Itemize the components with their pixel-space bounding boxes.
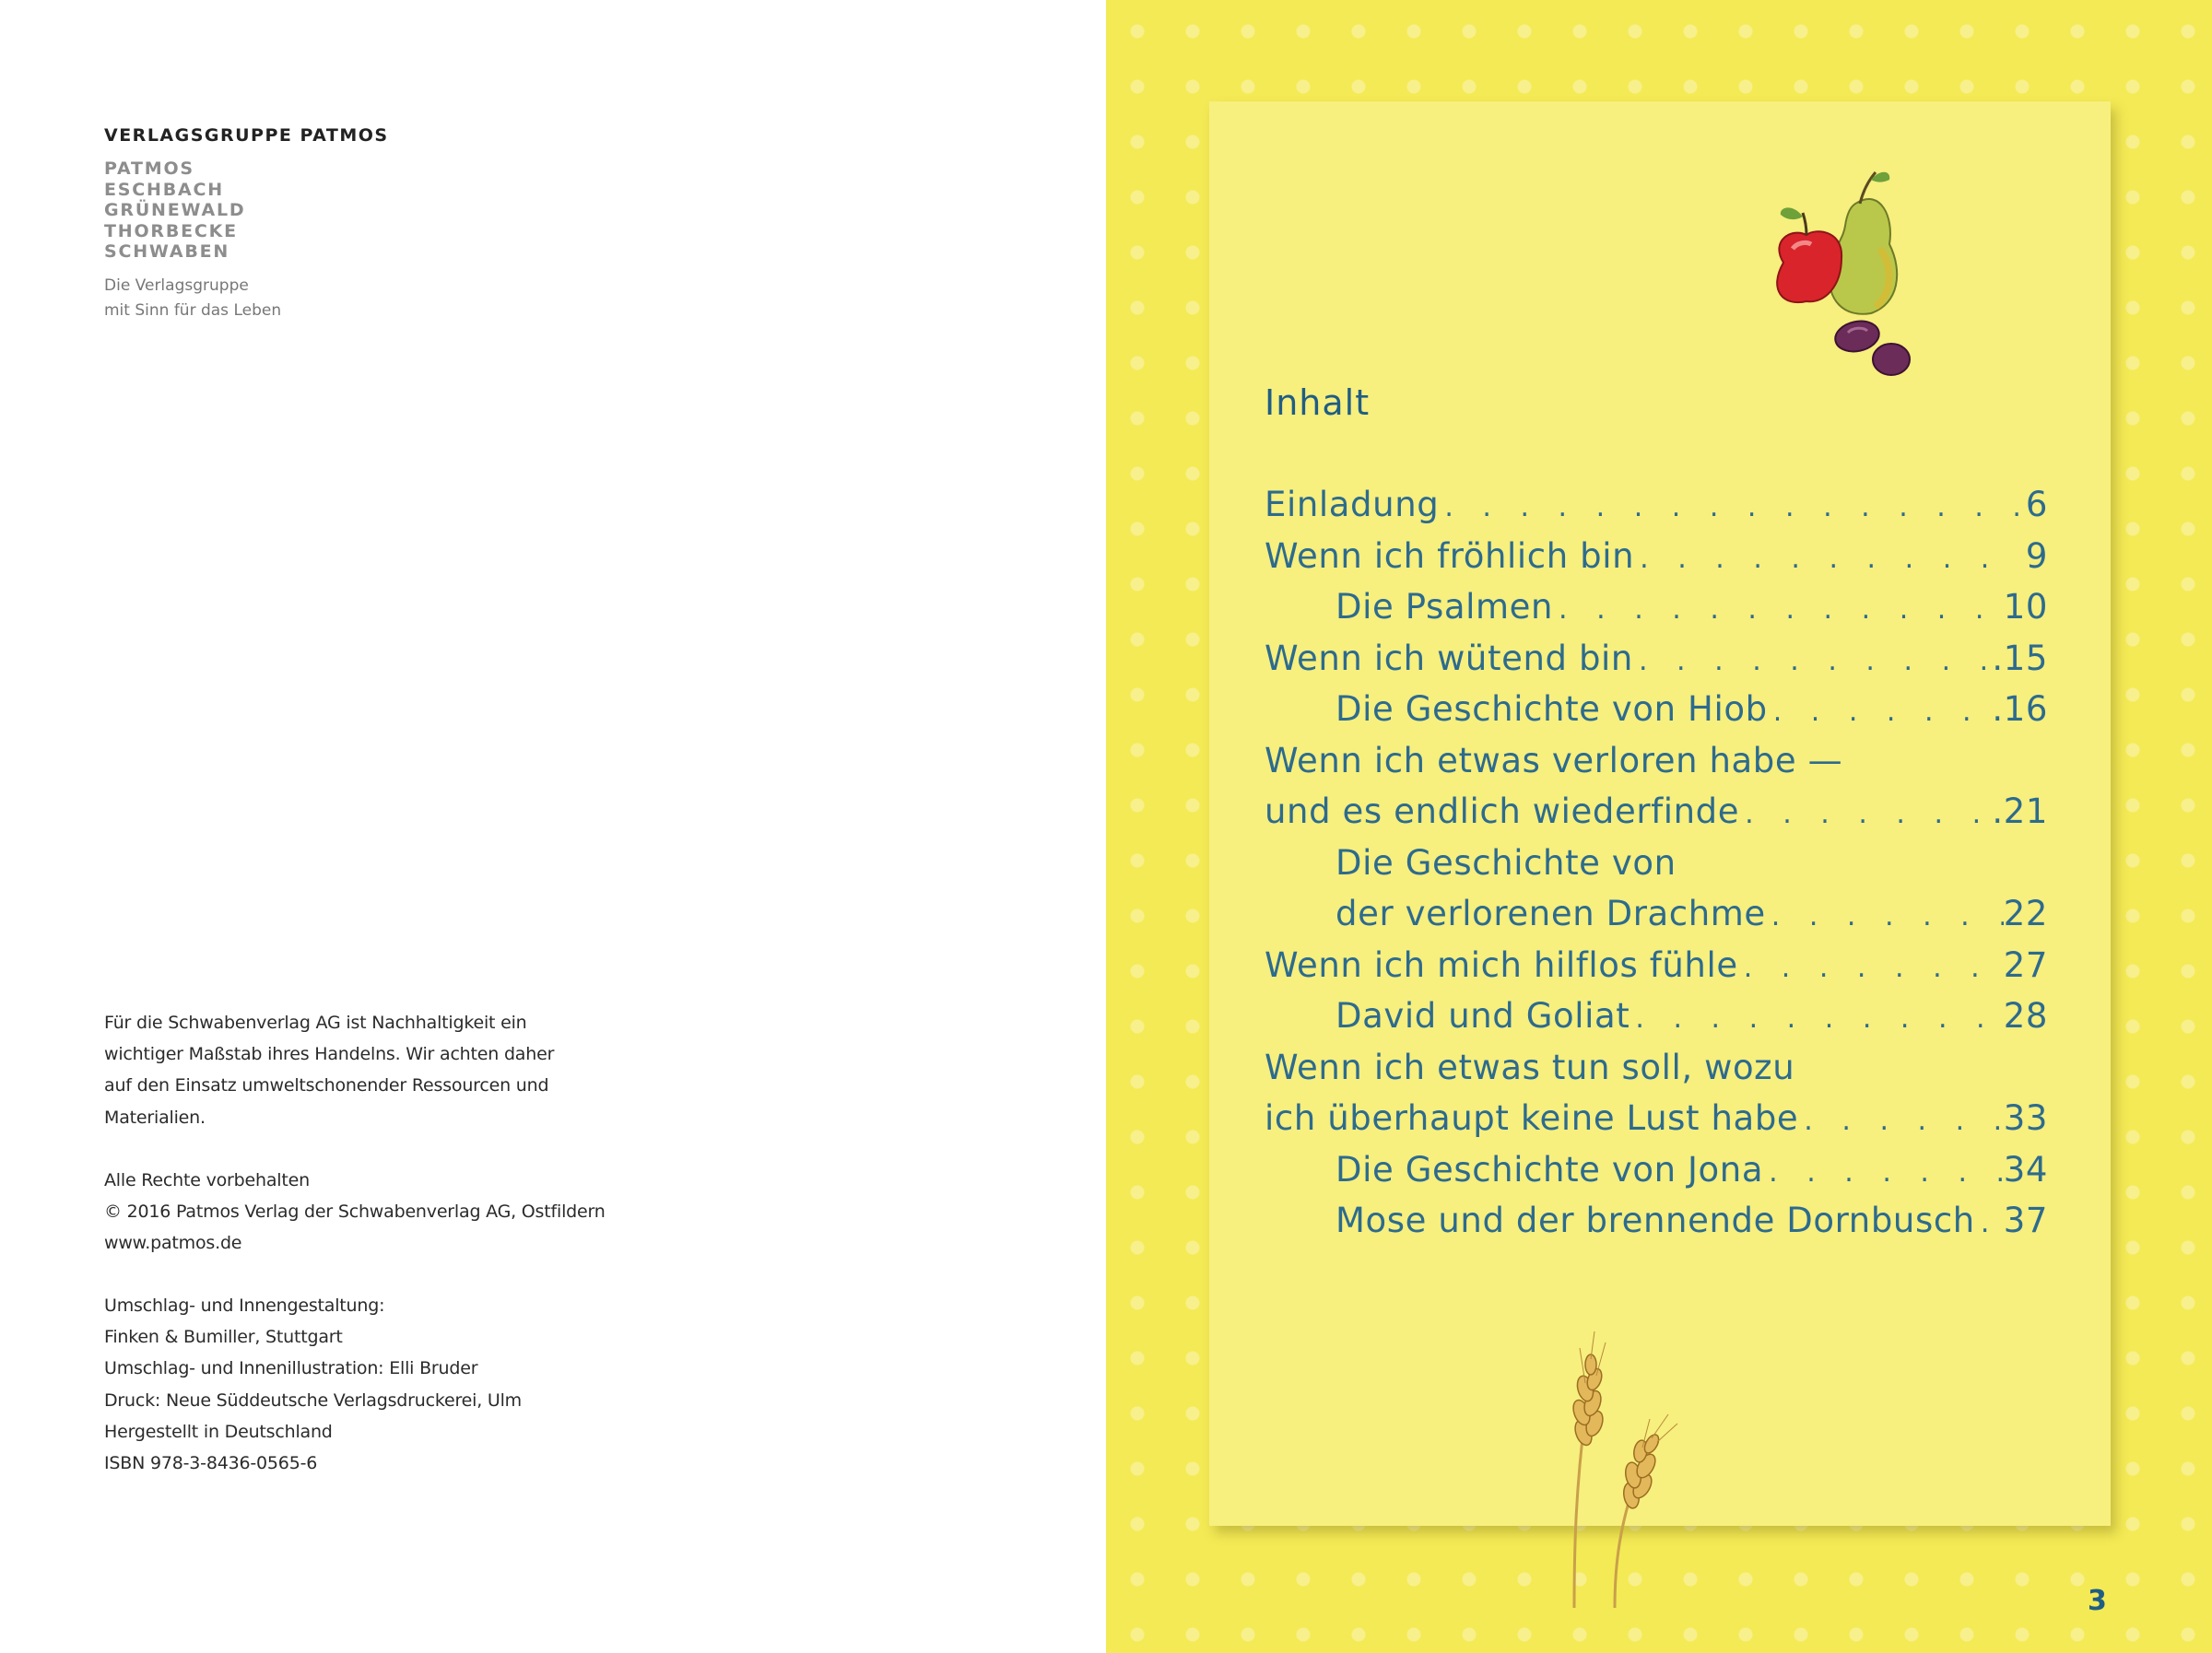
text-line: Hergestellt in Deutschland	[104, 1421, 333, 1442]
imprint-name: PATMOS	[104, 158, 194, 179]
text-line: Umschlag- und Innenillustration: Elli Bruder	[104, 1358, 478, 1379]
rights-notice	[104, 1165, 606, 1260]
toc-entry-page: 28	[2003, 996, 2048, 1036]
page-number: 3	[2088, 1585, 2107, 1617]
toc-entry-page: .21	[1992, 791, 2048, 831]
toc-leader-dots	[1439, 482, 2020, 533]
imprint-name: GRÜNEWALD	[104, 200, 246, 220]
toc-entry-title: der verlorenen Drachme	[1335, 894, 1766, 933]
publisher-group-name: VERLAGSGRUPPE PATMOS	[104, 125, 389, 146]
toc-entry-page: 37	[2003, 1201, 2048, 1240]
copyright-line: © 2016 Patmos Verlag der Schwabenverlag AG, Ostfildern	[104, 1202, 606, 1223]
publisher-slogan	[104, 274, 281, 323]
toc-entry-page: 34	[2003, 1149, 2048, 1190]
sustainability-note	[104, 1007, 554, 1133]
text-line: Alle Rechte vorbehalten	[104, 1170, 310, 1190]
toc-entry-title: Wenn ich fröhlich bin	[1265, 535, 1635, 576]
toc-entry-title: Die Geschichte von Jona	[1335, 1149, 1764, 1190]
toc-leader-dots	[1739, 789, 1992, 840]
isbn: ISBN 978-3-8436-0565-6	[104, 1453, 318, 1474]
toc-entry-title: Wenn ich etwas verloren habe —	[1265, 740, 1843, 780]
toc-list	[1265, 479, 2048, 1247]
text-line: Für die Schwabenverlag AG ist Nachhaltigkeit ein	[104, 1013, 527, 1033]
toc-entry-page: .16	[1992, 689, 2048, 729]
fruit-illustration-icon	[1742, 152, 1954, 392]
text-line: Umschlag- und Innengestaltung:	[104, 1295, 385, 1316]
toc-entry-title: Die Geschichte von	[1335, 842, 1677, 883]
imprint-name: SCHWABEN	[104, 241, 230, 262]
imprint-name: ESCHBACH	[104, 179, 224, 200]
wheat-illustration-icon	[1548, 1331, 1696, 1608]
toc-entry[interactable]	[1265, 684, 2048, 735]
imprint-name: THORBECKE	[104, 220, 238, 241]
toc-leader-dots	[1766, 891, 2004, 943]
text-line: Finken & Bumiller, Stuttgart	[104, 1327, 343, 1348]
toc-entry-page: 22	[2003, 894, 2048, 933]
toc-entry[interactable]	[1265, 1195, 2048, 1247]
toc-entry-title: Wenn ich mich hilflos fühle	[1265, 944, 1738, 985]
toc-entry-title: Wenn ich wütend bin	[1265, 638, 1633, 678]
toc-entry[interactable]	[1265, 1144, 2048, 1196]
toc-entry-page: 10	[2003, 587, 2048, 627]
toc-entry[interactable]	[1265, 991, 2048, 1042]
toc-entry-title: David und Goliat	[1335, 996, 1630, 1036]
toc-entry-title: Mose und der brennende Dornbusch	[1335, 1201, 1975, 1240]
toc-entry-title: Einladung	[1265, 485, 1440, 524]
toc-entry-title: und es endlich wiederfinde	[1265, 791, 1740, 831]
production-credits	[104, 1290, 522, 1479]
toc-entry[interactable]	[1265, 479, 2048, 531]
toc-entry[interactable]	[1265, 1093, 2048, 1144]
toc-entry[interactable]	[1265, 940, 2048, 991]
toc-leader-dots	[1633, 636, 1992, 687]
toc-entry-title: ich überhaupt keine Lust habe	[1265, 1098, 1799, 1138]
toc-entry-page: 9	[2025, 535, 2048, 576]
toc-entry[interactable]	[1265, 838, 2048, 889]
text-line: Materialien.	[104, 1107, 206, 1128]
toc-heading: Inhalt	[1265, 382, 1371, 423]
toc-entry-page: .15	[1992, 638, 2048, 678]
website-link[interactable]: www.patmos.de	[104, 1233, 242, 1254]
toc-leader-dots	[1634, 533, 2020, 585]
toc-entry-title: Die Geschichte von Hiob	[1335, 689, 1768, 729]
text-line: auf den Einsatz umweltschonender Ressourcen und	[104, 1075, 549, 1096]
toc-entry-page: 6	[2025, 485, 2048, 524]
toc-entry[interactable]	[1265, 1042, 2048, 1094]
toc-entry-page: 27	[2003, 944, 2048, 985]
toc-entry-title: Wenn ich etwas tun soll, wozu	[1265, 1047, 1795, 1087]
toc-entry[interactable]	[1265, 581, 2048, 633]
toc-leader-dots	[1763, 1147, 2004, 1199]
toc-leader-dots	[1630, 993, 2003, 1045]
slogan-line: mit Sinn für das Leben	[104, 301, 282, 320]
toc-entry[interactable]	[1265, 786, 2048, 838]
toc-entry-page: 33	[2003, 1098, 2048, 1138]
toc-card	[1209, 101, 2111, 1526]
text-line: Druck: Neue Süddeutsche Verlagsdruckerei, Ulm	[104, 1389, 522, 1411]
toc-leader-dots	[1798, 1096, 2003, 1147]
text-line: wichtiger Maßstab ihres Handelns. Wir achten daher	[104, 1044, 555, 1065]
toc-leader-dots	[1553, 584, 2004, 636]
toc-entry[interactable]	[1265, 888, 2048, 940]
imprint-list	[104, 158, 245, 263]
slogan-line: Die Verlagsgruppe	[104, 276, 249, 295]
toc-entry[interactable]	[1265, 531, 2048, 582]
toc-leader-dots	[1738, 943, 2004, 994]
toc-leader-dots	[1768, 686, 1993, 738]
toc-entry[interactable]	[1265, 735, 2048, 787]
toc-entry[interactable]	[1265, 633, 2048, 685]
toc-leader-dots	[1975, 1198, 2004, 1249]
toc-entry-title: Die Psalmen	[1335, 587, 1554, 627]
